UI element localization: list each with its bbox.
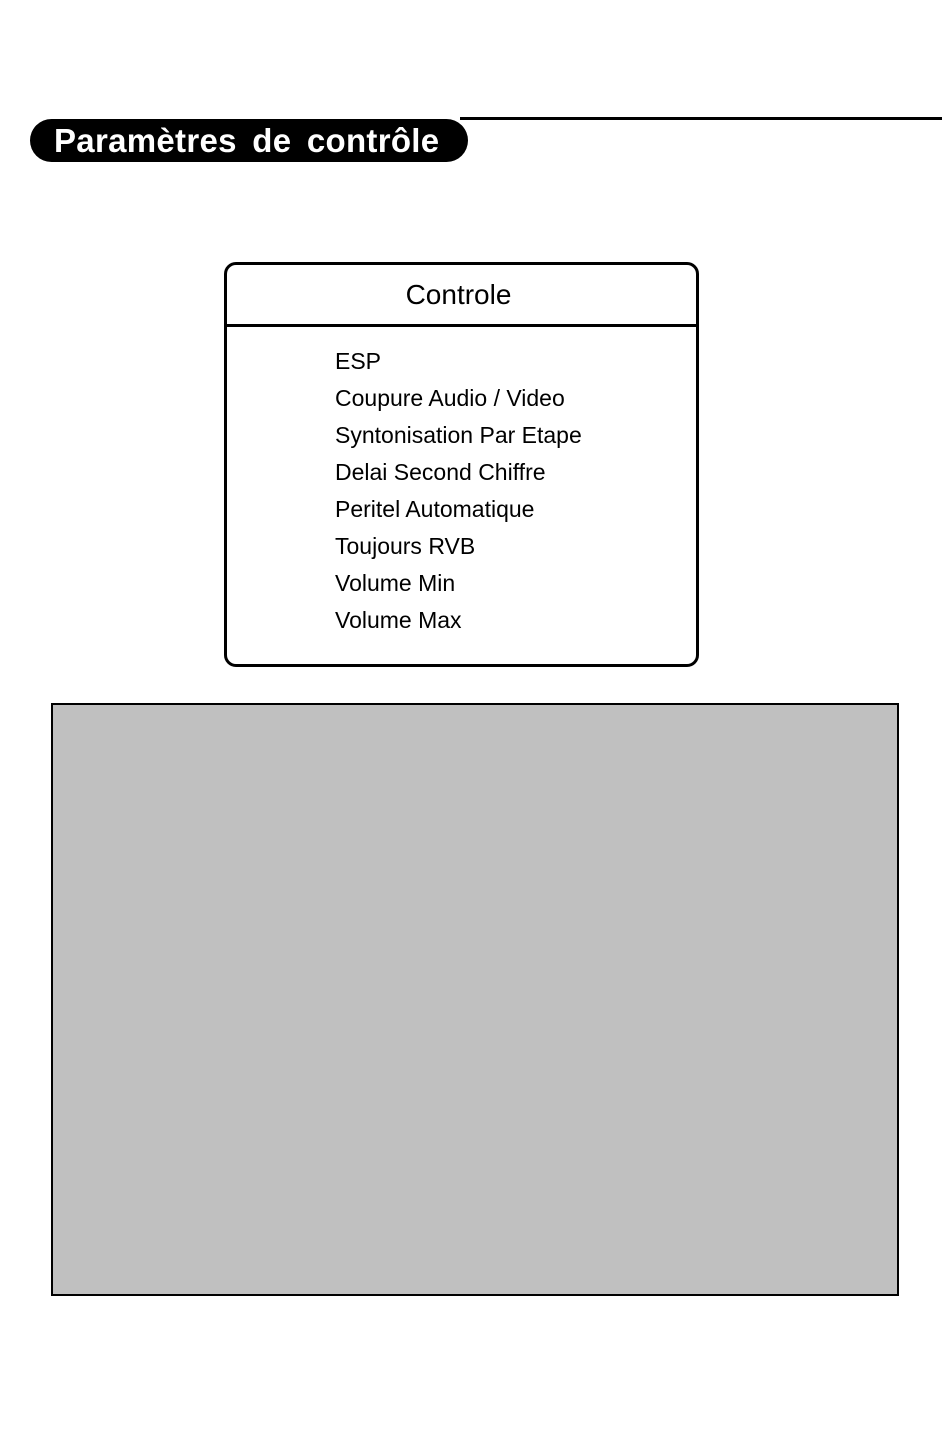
menu-item-volume-min[interactable]: Volume Min	[335, 570, 456, 596]
menu-item-volume-max[interactable]: Volume Max	[335, 607, 462, 633]
image-placeholder	[51, 703, 899, 1296]
menu-item-esp[interactable]: ESP	[335, 348, 382, 374]
section-title: Paramètres de contrôle	[54, 122, 440, 159]
menu-item-step-tuning[interactable]: Syntonisation Par Etape	[335, 422, 582, 448]
control-menu	[224, 262, 699, 667]
section-title-tab	[30, 119, 468, 162]
menu-item-always-rgb[interactable]: Toujours RVB	[335, 533, 476, 559]
menu-item-auto-scart[interactable]: Peritel Automatique	[335, 496, 535, 522]
menu-divider	[227, 324, 696, 327]
menu-item-second-digit-delay[interactable]: Delai Second Chiffre	[335, 459, 546, 485]
menu-item-audio-video-mute[interactable]: Coupure Audio / Video	[335, 385, 565, 411]
menu-title: Controle	[405, 279, 512, 310]
menu-list	[335, 343, 582, 639]
header-rule	[460, 117, 942, 120]
